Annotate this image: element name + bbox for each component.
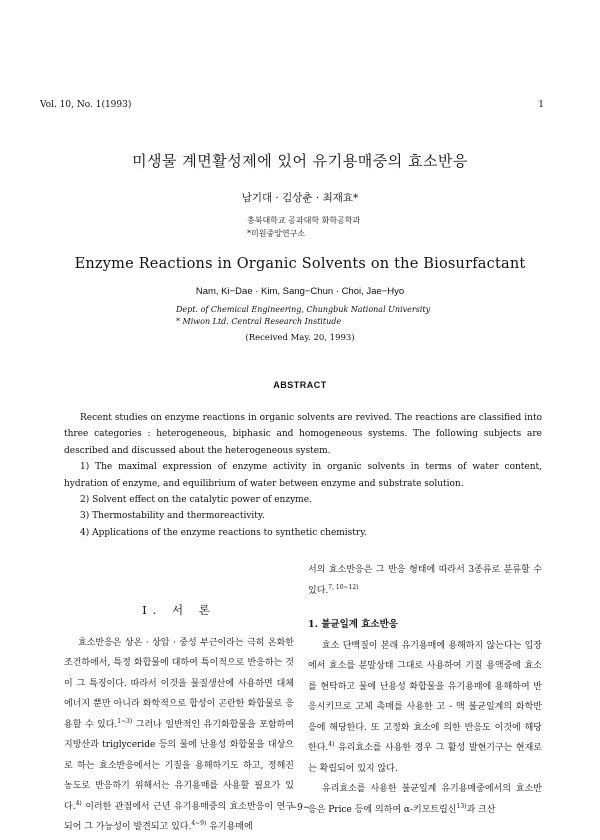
korean-affiliation-1: 충북대학교 공과대학 화학공학과: [247, 216, 361, 225]
reference-mark: 7, 10~12): [328, 583, 359, 591]
korean-title: 미생물 계면활성제에 있어 유기용매중의 효소반응: [132, 152, 468, 170]
text-run: 과 크산: [466, 804, 496, 815]
abstract-item: 2) Solvent effect on the catalytic power of enzyme.: [80, 495, 312, 506]
text-run: 효소 단백질이 본래 유기용매에 용해하지 않는다는 입장에서 효소를 분말상태 그대로 사용하여 기질 용액중에 효소를 현탁하고 물에 난용성 화합물을 유기용매에 용해하여 반응시키므로 고체 촉매를 사용한 고 - 액 불균일계의 화학반응에 해당한다. 또 고정화 효소에 의한 반응도 이것에 해당한다.: [308, 640, 542, 753]
reference-mark: 13): [456, 802, 467, 810]
english-title: Enzyme Reactions in Organic Solvents on the Biosurfactant: [74, 256, 526, 272]
korean-affiliations: [247, 214, 360, 240]
abstract-item: 4) Applications of the enzyme reactions to synthetic chemistry.: [80, 527, 367, 538]
section-heading-introduction: I. 서 론: [142, 603, 216, 617]
text-run: 이러한 관점에서 근년 유기용매중의 효소반응이 연구되어 그 가능성이 발견되고 있다.: [64, 801, 294, 832]
abstract-item: 1) The maximal expression of enzyme activity in organic solvents in terms of water content, hydration of enzyme, and equilibrium of water between enzyme and substrate solution.: [64, 462, 542, 489]
left-column: [64, 600, 294, 838]
text-run: 서의 효소반응은 그 반응 형태에 따라서 3종류로 분류할 수 있다.: [308, 565, 542, 596]
english-affiliations: [176, 304, 430, 328]
text-run: 유리효소를 사용한 경우 그 활성 발현기구는 현재로는 확립되어 있지 않다.: [308, 743, 542, 774]
english-affiliation-2: * Miwon Ltd. Central Research Institude: [176, 317, 342, 326]
page-number-top: 1: [538, 100, 544, 110]
abstract-heading: ABSTRACT: [273, 380, 327, 390]
heterogeneous-paragraph: [308, 636, 542, 780]
text-run: 유기용매에: [206, 822, 253, 832]
abstract-item: 3) Thermostability and thermoreactivity.: [80, 511, 265, 522]
reference-mark: 4): [75, 799, 82, 807]
free-enzyme-paragraph: [308, 779, 542, 820]
abstract-body: [64, 410, 542, 541]
english-affiliation-1: Dept. of Chemical Engineering, Chungbuk National University: [176, 305, 431, 314]
received-date: (Received May. 20, 1993): [245, 333, 355, 343]
reference-mark: 4): [328, 741, 335, 748]
text-run: 효소반응은 상온 · 상압 · 중성 부근이라는 극히 온화한 조건하에서, 특정 화합물에 대하여 특이적으로 반응하는 것이 그 특징이다. 따라서 이것을 물질생산에 사용하면 대체에너지 뿐만 아니라 화학적으로 합성이 곤란한 화합물로 응용할 수 있다.: [64, 637, 294, 730]
korean-affiliation-2: *미원중앙연구소: [247, 229, 306, 238]
english-authors: Nam, Ki−Dae · Kim, Sang−Chun · Choi, Jae−Hyo: [195, 286, 405, 297]
text-run: 그러나 일반적인 유기화합물을 포함하여 지방산과 triglyceride 등의 물에 난용성 화합물을 대상으로 하는 효소반응에서는 기질을 용해하기도 하고, 정해진 농도로 반응하기 위해서는 유기용매를 사용할 필요가 있다.: [64, 719, 294, 812]
reference-mark: 4~9): [191, 820, 207, 827]
text-run: 유리효소를 사용한 불균일계 유기용매중에서의 효소반응은 Price 등에 의하여 α-키모트립신: [308, 784, 542, 815]
page-number-bottom: −9−: [289, 803, 311, 813]
continued-paragraph: [308, 560, 542, 601]
subsection-heading: 1. 불균일계 효소반응: [308, 619, 398, 630]
abstract-intro: Recent studies on enzyme reactions in organic solvents are revived. The reactions are classified into three categories : heterogeneous, biphasic and homogeneous systems. The following subjects are described and discussed about the heterogeneous system.: [64, 413, 542, 456]
korean-authors: 남기대 · 김상춘 · 최재효*: [241, 192, 359, 204]
reference-mark: 1~3): [117, 717, 133, 725]
right-column: [308, 560, 542, 820]
journal-volume: Vol. 10, No. 1(1993): [40, 100, 132, 110]
